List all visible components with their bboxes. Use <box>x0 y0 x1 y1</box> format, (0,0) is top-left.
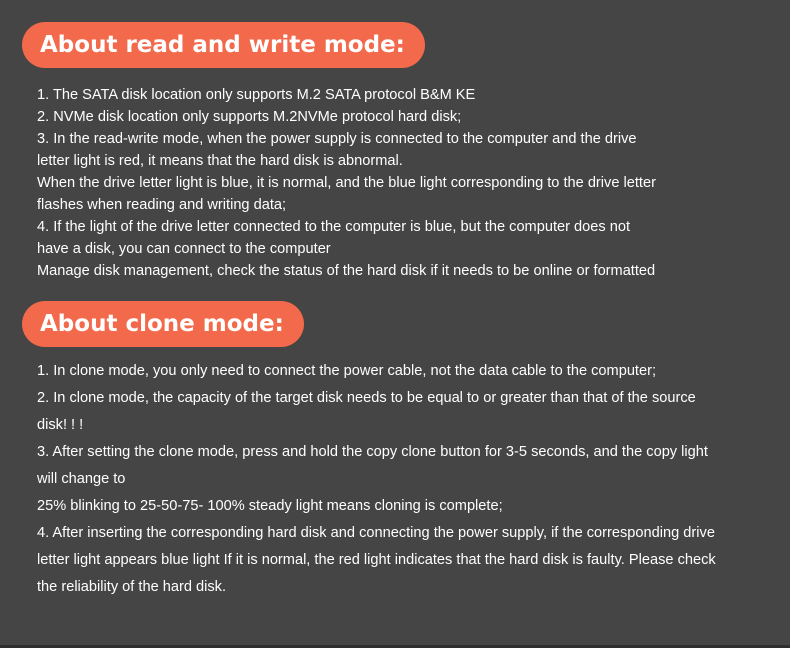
read-write-instructions <box>37 84 777 282</box>
clone-heading: About clone mode: <box>22 301 304 347</box>
clone-line: disk! ! ! <box>37 417 84 433</box>
clone-line: 2. In clone mode, the capacity of the target disk needs to be equal to or greater than that of the source <box>37 390 696 406</box>
read-write-line: have a disk, you can connect to the computer <box>37 241 331 257</box>
clone-line: will change to <box>37 471 126 487</box>
read-write-line: flashes when reading and writing data; <box>37 197 287 213</box>
clone-line: 3. After setting the clone mode, press and hold the copy clone button for 3-5 seconds, and the copy light <box>37 444 708 460</box>
clone-line: letter light appears blue light If it is normal, the red light indicates that the hard disk is faulty. Please check <box>37 552 716 568</box>
read-write-line: 1. The SATA disk location only supports M.2 SATA protocol B&M KE <box>37 87 476 103</box>
read-write-line: 3. In the read-write mode, when the power supply is connected to the computer and the drive <box>37 131 637 147</box>
read-write-line: 4. If the light of the drive letter connected to the computer is blue, but the computer does not <box>37 219 631 235</box>
clone-line: 1. In clone mode, you only need to connect the power cable, not the data cable to the computer; <box>37 363 657 379</box>
read-write-heading: About read and write mode: <box>22 22 425 68</box>
clone-line: 25% blinking to 25-50-75- 100% steady light means cloning is complete; <box>37 498 503 514</box>
read-write-line: 2. NVMe disk location only supports M.2NVMe protocol hard disk; <box>37 109 462 125</box>
read-write-line: letter light is red, it means that the hard disk is abnormal. <box>37 153 403 169</box>
clone-line: 4. After inserting the corresponding hard disk and connecting the power supply, if the corresponding drive <box>37 525 715 541</box>
read-write-line: When the drive letter light is blue, it is normal, and the blue light corresponding to the drive letter <box>37 175 656 191</box>
clone-line: the reliability of the hard disk. <box>37 579 227 595</box>
read-write-line: Manage disk management, check the status of the hard disk if it needs to be online or formatted <box>37 263 656 279</box>
clone-instructions <box>37 358 777 601</box>
